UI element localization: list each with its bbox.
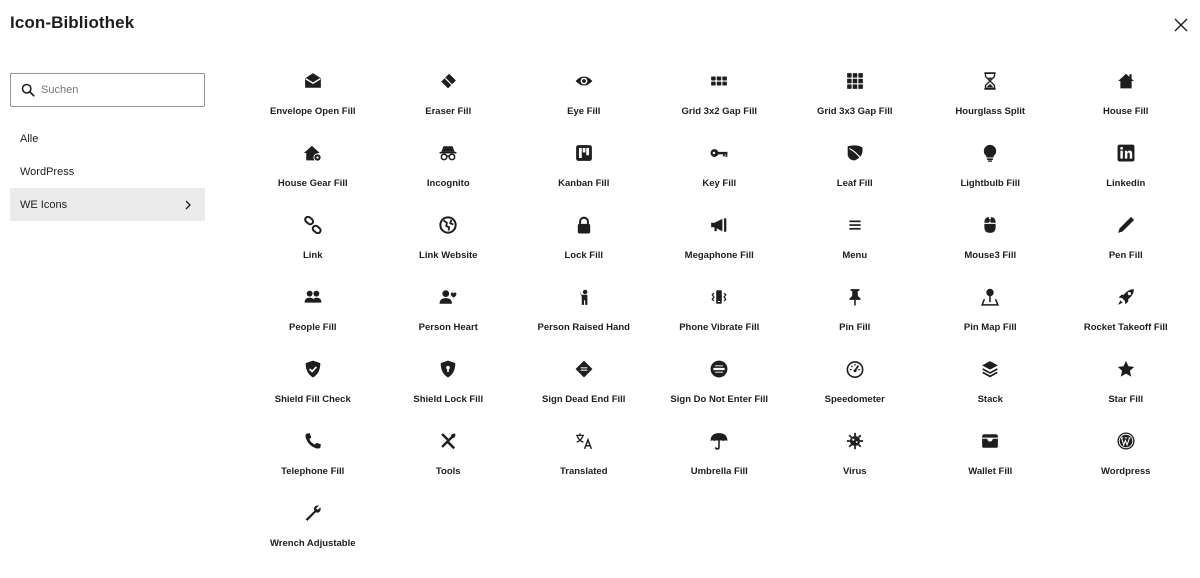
icon-tile[interactable] <box>516 353 652 425</box>
chevron-right-icon <box>183 200 193 210</box>
icon-label: Eye Fill <box>567 106 601 117</box>
stack-icon <box>980 359 1000 379</box>
icon-tile[interactable] <box>245 281 381 353</box>
icon-tile[interactable] <box>516 425 652 497</box>
icon-tile[interactable] <box>516 137 652 209</box>
icon-label: Grid 3x3 Gap Fill <box>817 106 893 117</box>
icon-label: Star Fill <box>1108 394 1144 405</box>
house-fill-icon <box>1116 71 1136 91</box>
icon-label: People Fill <box>288 322 337 333</box>
icon-label: Menu <box>842 250 868 261</box>
grid-3x3-gap-fill-icon <box>845 71 865 91</box>
icon-label: Person Raised Hand <box>537 322 630 333</box>
icon-label: Tools <box>435 466 461 477</box>
people-fill-icon <box>303 287 323 307</box>
search-box[interactable] <box>10 73 205 107</box>
lock-fill-icon <box>574 215 594 235</box>
sign-dead-end-fill-icon <box>574 359 594 379</box>
icon-tile[interactable] <box>516 65 652 137</box>
tools-icon <box>438 431 458 451</box>
icon-label: Eraser Fill <box>425 106 472 117</box>
leaf-fill-icon <box>845 143 865 163</box>
search-icon <box>21 83 35 97</box>
translated-icon <box>574 431 594 451</box>
sign-do-not-enter-fill-icon <box>709 359 729 379</box>
icon-tile[interactable] <box>516 281 652 353</box>
icon-label: Sign Do Not Enter Fill <box>670 394 769 405</box>
sidebar-item-label: WE Icons <box>20 198 68 211</box>
icon-tile[interactable] <box>381 353 517 425</box>
key-fill-icon <box>709 143 729 163</box>
category-nav <box>10 122 205 221</box>
modal-title: Icon-Bibliothek <box>10 13 135 32</box>
sidebar-item-alle[interactable] <box>10 122 205 155</box>
icon-label: Umbrella Fill <box>690 466 748 477</box>
icon-tile[interactable] <box>652 281 788 353</box>
icon-label: Pin Fill <box>839 322 871 333</box>
icon-label: Wordpress <box>1101 466 1151 477</box>
virus-icon <box>845 431 865 451</box>
icon-grid <box>245 65 1194 569</box>
icon-tile[interactable] <box>652 65 788 137</box>
icon-tile[interactable] <box>1058 65 1194 137</box>
sidebar-item-we-icons[interactable] <box>10 188 205 221</box>
icon-tile[interactable] <box>923 281 1059 353</box>
umbrella-fill-icon <box>709 431 729 451</box>
icon-label: Wrench Adjustable <box>269 538 356 549</box>
speedometer-icon <box>845 359 865 379</box>
icon-tile[interactable] <box>787 425 923 497</box>
icon-tile[interactable] <box>1058 281 1194 353</box>
icon-label: Megaphone Fill <box>684 250 754 261</box>
megaphone-fill-icon <box>709 215 729 235</box>
pin-fill-icon <box>845 287 865 307</box>
icon-label: Key Fill <box>702 178 737 189</box>
envelope-open-fill-icon <box>303 71 323 91</box>
icon-label: Translated <box>559 466 608 477</box>
icon-label: Pin Map Fill <box>963 322 1017 333</box>
icon-tile[interactable] <box>245 353 381 425</box>
icon-label: Kanban Fill <box>558 178 610 189</box>
icon-label: Shield Lock Fill <box>413 394 484 405</box>
icon-tile[interactable] <box>652 425 788 497</box>
shield-fill-check-icon <box>303 359 323 379</box>
icon-tile[interactable] <box>381 65 517 137</box>
icon-tile[interactable] <box>245 137 381 209</box>
sidebar-item-label: WordPress <box>20 165 75 178</box>
wallet-fill-icon <box>980 431 1000 451</box>
icon-tile[interactable] <box>1058 353 1194 425</box>
menu-icon <box>845 215 865 235</box>
icon-tile[interactable] <box>381 137 517 209</box>
kanban-fill-icon <box>574 143 594 163</box>
icon-label: Incognito <box>426 178 470 189</box>
shield-lock-fill-icon <box>438 359 458 379</box>
icon-label: Shield Fill Check <box>274 394 351 405</box>
icon-label: House Gear Fill <box>277 178 348 189</box>
sidebar <box>10 73 205 221</box>
pin-map-fill-icon <box>980 287 1000 307</box>
icon-tile[interactable] <box>787 65 923 137</box>
incognito-icon <box>438 143 458 163</box>
icon-tile[interactable] <box>1058 137 1194 209</box>
icon-label: Rocket Takeoff Fill <box>1083 322 1168 333</box>
icon-tile[interactable] <box>787 353 923 425</box>
sidebar-item-wordpress[interactable] <box>10 155 205 188</box>
icon-tile[interactable] <box>245 209 381 281</box>
wordpress-icon <box>1116 431 1136 451</box>
mouse3-fill-icon <box>980 215 1000 235</box>
icon-label: House Fill <box>1103 106 1149 117</box>
icon-label: Person Heart <box>418 322 478 333</box>
pen-fill-icon <box>1116 215 1136 235</box>
icon-label: Sign Dead End Fill <box>542 394 626 405</box>
close-button[interactable] <box>1170 14 1192 36</box>
icon-tile[interactable] <box>245 425 381 497</box>
icon-tile[interactable] <box>245 497 381 569</box>
icon-tile[interactable] <box>787 281 923 353</box>
icon-label: Speedometer <box>824 394 885 405</box>
icon-label: Pen Fill <box>1108 250 1143 261</box>
hourglass-split-icon <box>980 71 1000 91</box>
icon-tile[interactable] <box>923 65 1059 137</box>
icon-label: Lock Fill <box>564 250 604 261</box>
rocket-takeoff-fill-icon <box>1116 287 1136 307</box>
search-input[interactable] <box>41 84 191 96</box>
icon-tile[interactable] <box>381 209 517 281</box>
icon-tile[interactable] <box>923 137 1059 209</box>
icon-tile[interactable] <box>652 353 788 425</box>
eye-fill-icon <box>574 71 594 91</box>
star-fill-icon <box>1116 359 1136 379</box>
link-icon <box>303 215 323 235</box>
person-raised-hand-icon <box>574 287 594 307</box>
icon-label: Linkedin <box>1106 178 1146 189</box>
icon-label: Link <box>302 250 323 261</box>
grid-3x2-gap-fill-icon <box>709 71 729 91</box>
icon-label: Leaf Fill <box>836 178 873 189</box>
icon-tile[interactable] <box>787 209 923 281</box>
icon-label: Mouse3 Fill <box>964 250 1017 261</box>
icon-tile[interactable] <box>245 65 381 137</box>
icon-label: Telephone Fill <box>281 466 345 477</box>
icon-label: Grid 3x2 Gap Fill <box>681 106 757 117</box>
icon-tile[interactable] <box>923 209 1059 281</box>
telephone-fill-icon <box>303 431 323 451</box>
icon-tile[interactable] <box>652 137 788 209</box>
icon-tile[interactable] <box>1058 425 1194 497</box>
link-website-icon <box>438 215 458 235</box>
icon-tile[interactable] <box>1058 209 1194 281</box>
close-icon <box>1173 17 1189 33</box>
phone-vibrate-fill-icon <box>709 287 729 307</box>
wrench-adjustable-icon <box>303 503 323 523</box>
icon-tile[interactable] <box>923 425 1059 497</box>
icon-label: Phone Vibrate Fill <box>679 322 760 333</box>
icon-tile[interactable] <box>516 209 652 281</box>
icon-tile[interactable] <box>923 353 1059 425</box>
icon-label: Hourglass Split <box>955 106 1026 117</box>
icon-label: Wallet Fill <box>968 466 1013 477</box>
icon-tile[interactable] <box>652 209 788 281</box>
icon-tile[interactable] <box>381 425 517 497</box>
sidebar-item-label: Alle <box>20 132 39 145</box>
person-heart-icon <box>438 287 458 307</box>
icon-tile[interactable] <box>787 137 923 209</box>
icon-label: Link Website <box>419 250 478 261</box>
house-gear-fill-icon <box>303 143 323 163</box>
icon-label: Lightbulb Fill <box>960 178 1021 189</box>
icon-label: Envelope Open Fill <box>269 106 356 117</box>
eraser-fill-icon <box>438 71 458 91</box>
icon-label: Stack <box>977 394 1003 405</box>
lightbulb-fill-icon <box>980 143 1000 163</box>
linkedin-icon <box>1116 143 1136 163</box>
icon-label: Virus <box>842 466 867 477</box>
icon-tile[interactable] <box>381 281 517 353</box>
